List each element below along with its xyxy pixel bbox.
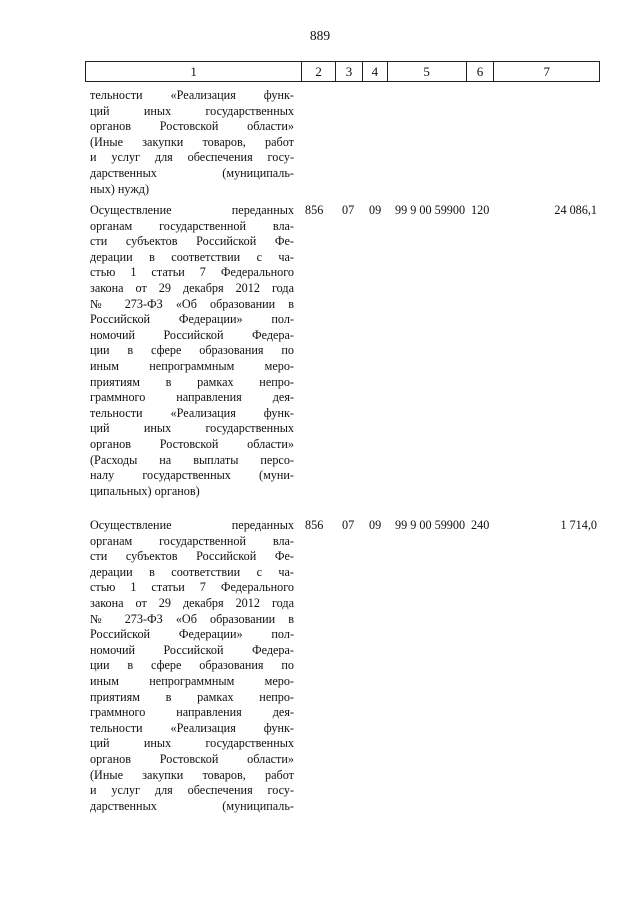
desc-line: стью 1 статьи 7 Федерального	[90, 265, 294, 280]
desc-line: дерации в соответствии с ча-	[90, 249, 294, 264]
desc-line: Осуществление переданных	[90, 203, 294, 217]
desc-line: дарственных (муниципаль-	[90, 798, 294, 813]
cell-ved: 856	[305, 518, 324, 532]
cell-amount: 24 086,1	[554, 203, 597, 217]
desc-line: органам государственной вла-	[90, 533, 294, 548]
desc-line: сти субъектов Российской Фе-	[90, 234, 294, 249]
header-col-7: 7	[543, 63, 550, 79]
desc-line: граммного направления дея-	[90, 705, 294, 720]
desc-line: ции в сфере образования по	[90, 343, 294, 358]
row-description	[90, 518, 294, 814]
cell-ved: 856	[305, 203, 324, 217]
desc-line: органов Ростовской области»	[90, 119, 294, 134]
desc-line: № 273-ФЗ «Об образовании в	[90, 611, 294, 626]
desc-line: закона от 29 декабря 2012 года	[90, 595, 294, 610]
desc-line: иным непрограммным меро-	[90, 358, 294, 373]
desc-line: (Иные закупки товаров, работ	[90, 767, 294, 782]
page-number: 889	[309, 28, 331, 43]
desc-line: ципальных) органов)	[90, 483, 200, 498]
desc-line: Российской Федерации» пол-	[90, 627, 294, 642]
desc-line: № 273-ФЗ «Об образовании в	[90, 296, 294, 311]
desc-line: органов Ростовской области»	[90, 436, 294, 451]
desc-line: сти субъектов Российской Фе-	[90, 549, 294, 564]
desc-line: дарственных (муниципаль-	[90, 165, 294, 180]
cell-subsection: 09	[369, 203, 382, 217]
cell-expense-type: 120	[471, 203, 490, 217]
row-description	[90, 203, 294, 499]
header-col-2: 2	[302, 62, 336, 81]
cell-target-article: 99 9 00 59900	[395, 203, 466, 217]
table-header	[85, 61, 600, 82]
desc-line: и услуг для обеспечения госу-	[90, 150, 294, 165]
cell-section: 07	[342, 518, 355, 532]
desc-line: приятиям в рамках непро-	[90, 374, 294, 389]
desc-line: номочий Российской Федера-	[90, 327, 294, 342]
header-col-4: 4	[363, 62, 388, 81]
desc-line: (Иные закупки товаров, работ	[90, 134, 294, 149]
desc-line: Осуществление переданных	[90, 518, 294, 532]
desc-line: тельности «Реализация функ-	[90, 720, 294, 735]
cell-expense-type: 240	[471, 518, 490, 532]
cell-target-article: 99 9 00 59900	[395, 518, 466, 532]
desc-line: ций иных государственных	[90, 421, 294, 436]
desc-line: (Расходы на выплаты персо-	[90, 452, 294, 467]
desc-line: ций иных государственных	[90, 736, 294, 751]
desc-line: закона от 29 декабря 2012 года	[90, 280, 294, 295]
row-description	[90, 88, 294, 197]
desc-line: иным непрограммным меро-	[90, 673, 294, 688]
desc-line: Российской Федерации» пол-	[90, 312, 294, 327]
cell-subsection: 09	[369, 518, 382, 532]
header-col-6: 6	[467, 62, 495, 81]
header-col-1: 1	[86, 62, 302, 81]
desc-line: органов Ростовской области»	[90, 751, 294, 766]
desc-line: дерации в соответствии с ча-	[90, 564, 294, 579]
header-col-5: 5	[388, 62, 467, 81]
cell-section: 07	[342, 203, 355, 217]
desc-line: ций иных государственных	[90, 103, 294, 118]
desc-line: тельности «Реализация функ-	[90, 405, 294, 420]
desc-line: налу государственных (муни-	[90, 468, 294, 483]
desc-line: ции в сфере образования по	[90, 658, 294, 673]
desc-line: приятиям в рамках непро-	[90, 689, 294, 704]
desc-line: органам государственной вла-	[90, 218, 294, 233]
desc-line: ных) нужд)	[90, 181, 150, 196]
desc-line: граммного направления дея-	[90, 390, 294, 405]
desc-line: номочий Российской Федера-	[90, 642, 294, 657]
desc-line: тельности «Реализация функ-	[90, 88, 294, 102]
desc-line: и услуг для обеспечения госу-	[90, 783, 294, 798]
desc-line: стью 1 статьи 7 Федерального	[90, 580, 294, 595]
header-col-3: 3	[336, 62, 363, 81]
cell-amount: 1 714,0	[560, 518, 597, 532]
